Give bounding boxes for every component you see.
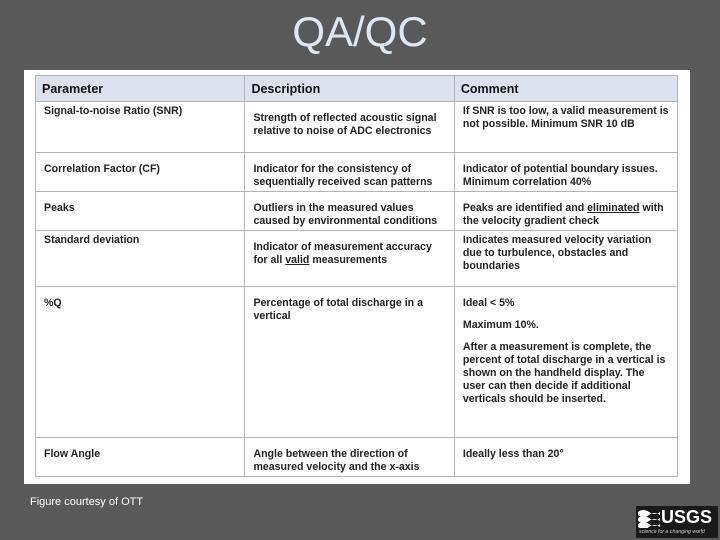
comment-ideal: Ideal < 5% — [462, 297, 515, 309]
usgs-logo — [636, 506, 718, 538]
table-row — [36, 231, 678, 287]
figure-caption: Figure courtesy of OTT — [30, 496, 144, 508]
cell-comment — [454, 287, 677, 438]
description-underlined-text: valid — [285, 254, 310, 266]
table-row — [36, 192, 678, 231]
cell-parameter: %Q — [36, 287, 245, 438]
cell-comment — [454, 192, 677, 231]
table-panel — [24, 70, 690, 484]
table-row — [36, 287, 678, 438]
slide-title: QA/QC — [292, 8, 428, 55]
cell-parameter: Correlation Factor (CF) — [36, 153, 245, 192]
comment-underlined-text: eliminated — [587, 202, 640, 214]
cell-description: Indicator for the consistency of sequentially received scan patterns — [245, 153, 454, 192]
logo-tagline: science for a changing world — [639, 529, 705, 535]
cell-parameter: Standard deviation — [36, 231, 245, 287]
comment-maximum: Maximum 10%. — [462, 319, 539, 331]
header-parameter: Parameter — [36, 76, 245, 102]
cell-comment: If SNR is too low, a valid measurement is not possible. Minimum SNR 10 dB — [454, 102, 677, 153]
table-row — [36, 102, 678, 153]
cell-description: Outliers in the measured values caused by environmental conditions — [245, 192, 454, 231]
comment-text: with the velocity gradient check — [462, 202, 664, 227]
logo-text: USGS — [661, 507, 713, 527]
header-description: Description — [245, 76, 454, 102]
table-row — [36, 438, 678, 477]
cell-parameter: Signal-to-noise Ratio (SNR) — [36, 102, 245, 153]
table-header-row — [36, 76, 678, 102]
cell-comment: Indicates measured velocity variation due to turbulence, obstacles and boundaries — [454, 231, 677, 287]
description-text: measurements — [309, 254, 388, 266]
qaqc-table — [35, 75, 678, 477]
table-row — [36, 153, 678, 192]
cell-parameter: Flow Angle — [36, 438, 245, 477]
cell-comment: Indicator of potential boundary issues. Minimum correlation 40% — [454, 153, 677, 192]
comment-text: Peaks are identified and — [462, 202, 588, 214]
cell-description: Strength of reflected acoustic signal relative to noise of ADC electronics — [245, 102, 454, 153]
comment-details: After a measurement is complete, the percent of total discharge in a vertical is shown on the handheld display. The user can then decide if additional verticals should be inserted. — [462, 341, 666, 405]
description-text: Indicator of measurement accuracy for all — [253, 241, 432, 266]
header-comment: Comment — [454, 76, 677, 102]
cell-parameter: Peaks — [36, 192, 245, 231]
cell-comment: Ideally less than 20° — [454, 438, 677, 477]
usgs-wave-icon — [638, 508, 660, 528]
cell-description: Angle between the direction of measured velocity and the x-axis — [245, 438, 454, 477]
cell-description: Percentage of total discharge in a vertical — [245, 287, 454, 438]
cell-description — [245, 231, 454, 287]
